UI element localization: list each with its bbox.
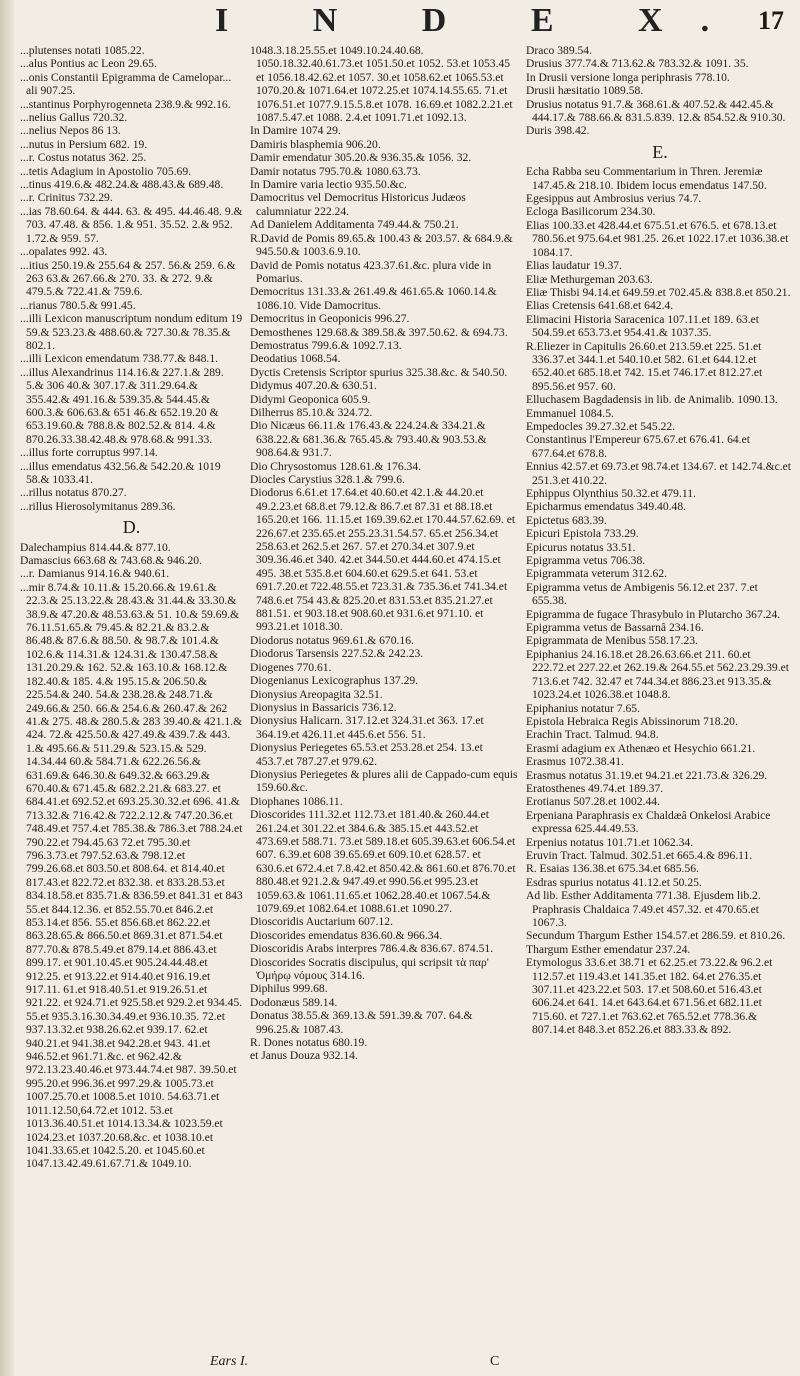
index-entry: Dioscoridis Auctarium 607.12. — [250, 915, 393, 929]
index-entry: Democritus 131.33.& 261.49.& 461.65.& 1060.14.& 1086.10. Vide Damocritus. — [250, 285, 497, 312]
index-entry: Dionysius Areopagita 32.51. — [250, 687, 383, 701]
index-entry: ...r. Crinitus 732.29. — [20, 191, 113, 205]
page-header — [0, 2, 800, 40]
index-entry: Constantinus l'Empereur 675.67.et 676.41. 64.et 677.64.et 678.8. — [526, 433, 750, 460]
index-entry: ...alus Pontius ac Leon 29.65. — [20, 57, 157, 71]
index-entry: Diodorus Tarsensis 227.52.& 242.23. — [250, 647, 424, 661]
index-entry: ...illus forte corruptus 997.14. — [20, 446, 158, 460]
index-entry: ...stantinus Porphyrogenneta 238.9.& 992.16. — [20, 97, 231, 111]
index-entry: ...plutenses notati 1085.22. — [20, 44, 145, 57]
index-entry: Epicharmus emendatus 349.40.48. — [526, 500, 687, 514]
index-entry: Ecloga Basilicorum 234.30. — [526, 205, 656, 219]
index-entry: In Drusii versione longa periphrasis 778.10. — [526, 70, 730, 84]
index-entry: Epictetus 683.39. — [526, 513, 607, 527]
index-entry: Drusius 377.74.& 713.62.& 783.32.& 1091. 35. — [526, 57, 749, 71]
index-column-right — [526, 44, 794, 1344]
index-entry: Dionysius Periegetes & plures alii de Cappado-cum equis 159.60.&c. — [250, 767, 518, 795]
index-entry: Dodonæus 589.14. — [250, 995, 338, 1009]
index-entry: Echa Rabba seu Commentarium in Thren. Jeremiæ 147.45.& 218.10. Ibidem locus emendatus 147.50. — [526, 165, 767, 192]
index-entry: Elimacini Historia Saracenica 107.11.et 189. 63.et 504.59.et 653.73.et 954.41.& 1037.35. — [526, 312, 759, 340]
index-entry: Epigrammata veterum 312.62. — [526, 567, 668, 581]
index-entry: Secundum Thargum Esther 154.57.et 286.59. et 810.26. — [526, 929, 786, 943]
index-entry: Empedocles 39.27.32.et 545.22. — [526, 419, 676, 433]
index-entry: Damir notatus 795.70.& 1080.63.73. — [250, 164, 421, 178]
index-entry: ...rianus 780.5.& 991.45. — [20, 298, 136, 312]
index-entry: ...onis Constantii Epigramma de Camelopar... ali 907.25. — [20, 70, 232, 98]
index-entry: Epicurus notatus 33.51. — [526, 540, 636, 554]
index-entry: Eratosthenes 49.74.et 189.37. — [526, 781, 664, 795]
index-entry: Dilherrus 85.10.& 324.72. — [250, 405, 373, 419]
index-entry: Epiphanius notatur 7.65. — [526, 701, 640, 715]
index-entry: Dyctis Cretensis Scriptor spurius 325.38.&c. & 540.50. — [250, 365, 508, 379]
index-entry: Etymologus 33.6.et 38.71 et 62.25.et 73.22.& 96.2.et 112.57.et 119.43.et 141.35.et 182. 64.et 276.35.et 307.11.et 423.22.et 503. 17.et 508.60.et 516.43.et 606.24.et 641. 14.et 643.64.et 671.56.et 682.11.et 715.60. et 727.1.et 763.62.et 765.52.et 778.36.& 807.14.et 848.3.et 852.26.et 883.33.& 892. — [526, 956, 773, 1037]
index-entry: Dioscoridis Arabs interpres 786.4.& 836.67. 874.51. — [250, 942, 494, 956]
index-entry: Erachin Tract. Talmud. 94.8. — [526, 728, 659, 742]
index-entry: ...nelius Gallus 720.32. — [20, 111, 128, 125]
index-entry: ...rillus Hierosolymitanus 289.36. — [20, 499, 176, 513]
index-entry: ...nutus in Persium 682. 19. — [20, 137, 148, 151]
index-entry: Dioscorides Socratis discipulus, qui scripsit τὰ παρ' Ὁμήρῳ νόμους 314.16. — [250, 955, 489, 983]
index-entry: Dionysius Halicarn. 317.12.et 324.31.et 363. 17.et 364.19.et 426.11.et 445.6.et 556. 51. — [250, 714, 484, 741]
index-heading: I N D E X. — [215, 2, 748, 39]
index-entry: Damiris blasphemia 906.20. — [250, 137, 381, 151]
index-entry: Epigramma vetus de Ambigenis 56.12.et 237. 7.et 655.38. — [526, 580, 758, 608]
index-entry: Erasmus 1072.38.41. — [526, 755, 624, 769]
index-entry: Ephippus Olynthius 50.32.et 479.11. — [526, 487, 696, 500]
index-column-middle — [250, 44, 518, 1344]
index-entry: Elias 100.33.et 428.44.et 675.51.et 676.5. et 678.13.et 780.56.et 975.64.et 981.25. 26.et 1022.17.et 1036.38.et 1084.17. — [526, 218, 789, 259]
index-entry: Elias laudatur 19.37. — [526, 259, 622, 273]
index-entry: Damocritus vel Democritus Historicus Judæos calumniatur 222.24. — [250, 191, 466, 218]
entries-d-continued — [250, 44, 518, 1063]
index-entry: Damascius 663.68 & 743.68.& 946.20. — [20, 554, 202, 568]
index-entry: ...illus emendatus 432.56.& 542.20.& 1019 58.& 1033.41. — [20, 459, 221, 486]
index-entry: R. Esaias 136.38.et 675.34.et 685.56. — [526, 862, 699, 876]
index-entry: In Damire varia lectio 935.50.&c. — [250, 178, 407, 192]
index-entry: Epigramma vetus de Bassarnâ 234.16. — [526, 621, 704, 635]
catchword: C — [490, 1354, 500, 1369]
index-entry: Erasmus notatus 31.19.et 94.21.et 221.73.& 326.29. — [526, 768, 768, 782]
index-entry: Damir emendatur 305.20.& 936.35.& 1056. 32. — [250, 151, 472, 165]
page-footer — [0, 1348, 800, 1370]
index-entry: Diogenes 770.61. — [250, 660, 332, 674]
index-entry: Dio Chrysostomus 128.61.& 176.34. — [250, 459, 422, 473]
section-letter-e: E. — [652, 141, 668, 162]
index-entry: Dioscorides emendatus 836.60.& 966.34. — [250, 928, 443, 942]
index-entry: ...nelius Nepos 86 13. — [20, 124, 121, 138]
index-entry: Epigramma vetus 706.38. — [526, 554, 646, 568]
signature-mark: Ears I. — [210, 1354, 249, 1369]
index-entry: Thargum Esther emendatur 237.24. — [526, 942, 691, 956]
index-entry: Diphilus 999.68. — [250, 982, 328, 996]
index-entry: ...itius 250.19.& 255.64 & 257. 56.& 259. 6.& 263 63.& 267.66.& 270. 33. & 272. 9.& 479.5.& 722.41.& 759.6. — [20, 258, 236, 299]
index-entry: Epigrammata de Menibus 558.17.23. — [526, 634, 698, 648]
index-entry: Diogenianus Lexicographus 137.29. — [250, 674, 419, 688]
index-entry: Draco 389.54. — [526, 44, 593, 57]
index-entry: David de Pomis notatus 423.37.61.&c. plura vide in Pomarius. — [250, 258, 492, 285]
index-entry: Epicuri Epistola 733.29. — [526, 527, 639, 541]
index-entry: Donatus 38.55.& 369.13.& 591.39.& 707. 64.& 996.25.& 1087.43. — [250, 1009, 473, 1036]
index-entry: Dionysius Periegetes 65.53.et 253.28.et 254. 13.et 453.7.et 787.27.et 979.62. — [250, 741, 483, 768]
index-entry: Diodorus notatus 969.61.& 670.16. — [250, 633, 414, 647]
index-entry: R. Dones notatus 680.19. — [250, 1036, 368, 1050]
entries-d-start — [20, 541, 243, 1171]
index-entry: ...illi Lexicon manuscriptum nondum editum 19 59.& 523.23.& 488.60.& 727.30.& 78.35.& 802.1. — [20, 312, 243, 352]
index-entry: R.David de Pomis 89.65.& 100.43 & 203.57. & 684.9.& 945.50.& 1003.6.9.10. — [250, 231, 513, 259]
index-entry: Duris 398.42. — [526, 124, 590, 138]
index-entry: Dio Nicæus 66.11.& 176.43.& 224.24.& 334.21.& 638.22.& 681.36.& 765.45.& 793.40.& 903.53.& 908.64.& 931.7. — [250, 419, 487, 460]
index-entry: Ad lib. Esther Additamenta 771.38. Ejusdem lib.2. Praphrasis Chaldaica 7.49.et 457.32. et 470.65.et 1067.3. — [526, 889, 761, 929]
index-entry: Esdras spurius notatus 41.12.et 50.25. — [526, 875, 702, 889]
index-entry: Erpeniana Paraphrasis ex Chaldæâ Onkelosi Arabice expressa 625.44.49.53. — [526, 808, 771, 836]
index-entry: ...r. Costus notatus 362. 25. — [20, 151, 147, 165]
page-number: 17 — [758, 6, 784, 35]
index-entry: Egesippus aut Ambrosius verius 74.7. — [526, 192, 702, 206]
section-letter-d: D. — [122, 517, 141, 538]
entries-d-end — [526, 44, 794, 138]
index-entry: In Damire 1074 29. — [250, 124, 341, 138]
index-entry: ...illi Lexicon emendatum 738.77.& 848.1. — [20, 352, 219, 366]
entries-e — [526, 165, 794, 1036]
index-entry: Demosthenes 129.68.& 389.58.& 397.50.62. & 694.73. — [250, 325, 508, 339]
index-entry: Drusius notatus 91.7.& 368.61.& 407.52.& 442.45.& 444.17.& 788.66.& 831.5.839. 12.& 854.52.& 910.30. — [526, 97, 786, 125]
index-entry: Dalechampius 814.44.& 877.10. — [20, 540, 171, 554]
index-entry: Deodatius 1068.54. — [250, 352, 341, 366]
index-entry: Epistola Hebraica Regis Abissinorum 718.20. — [526, 714, 738, 728]
index-entry: Didymus 407.20.& 630.51. — [250, 379, 377, 393]
index-entry: Eliæ Methurgeman 203.63. — [526, 272, 653, 286]
index-entry: Demostratus 799.6.& 1092.7.13. — [250, 338, 402, 352]
page-gutter-edge — [0, 0, 14, 1376]
index-entry: Dioscorides 111.32.et 112.73.et 181.40.& 260.44.et 261.24.et 301.22.et 384.6.& 385.15.et 443.52.et 473.69.et 588.71. 73.et 589.18.et 605.39.63.et 606.54.et 607. 6.39.et 608 39.65.69.et 609.10.et 628.57. et 630.6.et 672.4.et 7.8.42.et 850.42.& 861.60.et 876.70.et 880.48.et 921.2.& 947.49.et 990.56.et 995.23.et 1059.63.& 1061.11.65.et 1062.28.40.et 1067.54.& 1079.69.et 1082.64.et 1088.61.et 1090.27. — [250, 808, 516, 915]
index-entry: Erpenius notatus 101.71.et 1062.34. — [526, 835, 694, 849]
index-entry: Dionysius in Bassaricis 736.12. — [250, 700, 397, 714]
index-entry: R.Eliezer in Capitulis 26.60.et 213.59.et 225. 51.et 336.37.et 344.1.et 540.10.et 582. 61.et 644.12.et 652.40.et 685.18.et 742. 15.et 746.17.et 812.27.et 895.56.et 957. 60. — [526, 339, 763, 393]
index-entry: Elluchasem Bagdadensis in lib. de Animalib. 1090.13. — [526, 393, 778, 407]
entries-c-continued — [20, 44, 243, 513]
index-entry: Erasmi adagium ex Athenæo et Hesychio 661.21. — [526, 741, 756, 755]
index-column-left — [20, 44, 243, 1344]
index-entry: ...tinus 419.6.& 482.24.& 488.43.& 689.48. — [20, 178, 224, 192]
index-entry: Emmanuel 1084.5. — [526, 406, 614, 420]
index-entry: Erotianus 507.28.et 1002.44. — [526, 795, 660, 809]
index-entry: Diocles Carystius 328.1.& 799.6. — [250, 473, 405, 486]
index-entry: ...illus Alexandrinus 114.16.& 227.1.& 289. 5.& 306 40.& 307.17.& 311.29.64.& 355.42.& 491.16.& 539.35.& 544.45.& 600.3.& 606.63.& 651 46.& 652.19.20 & 653.19.60.& 788.8.& 802.52.& 814. 4.& 870.26.33.38.42.48.& 978.68.& 991.33. — [20, 365, 224, 446]
index-entry: ...tetis Adagium in Apostolio 705.69. — [20, 164, 192, 178]
index-entry: Didymi Geoponica 605.9. — [250, 392, 371, 406]
index-entry: Eliæ Thisbi 94.14.et 649.59.et 702.45.& 838.8.et 850.21. — [526, 285, 791, 299]
index-entry: ...mir 8.74.& 10.11.& 15.20.66.& 19.61.& 22.3.& 25.13.22.& 28.43.& 31.44.& 33.30.& 38.9.& 47.20.& 48.53.63.& 51. 10.& 59.69.& 76.11.51.65.& 79.45.& 82.21.& 83.2.& 86.48.& 87.6.& 88.50. & 98.7.& 101.4.& 102.6.& 114.31.& 124.31.& 130.47.58.& 131.20.29.& 162. 52.& 163.10.& 168.12.& 182.40.& 185. 4.& 195.15.& 206.50.& 225.54.& 240. 54.& 238.28.& 248.71.& 249.66.& 250. 66.& 254.6.& 260.47.& 262 41.& 275. 48.& 280.5.& 283 39.40.& 421.1.& 424. 72.& 425.50.& 427.49.& 439.7.& 443. 1.& 495.66.& 511.29.& 523.15.& 529. 14.34.44 60.& 584.71.& 622.26.56.& 631.69.& 646.30.& 649.32.& 663.29.& 670.40.& 671.45.& 682.2.21.& 683.27. et 684.41.et 692.52.et 693.25.30.32.et 696. 41.& 713.32.& 716.42.& 722.2.12.& 747.20.36.et 748.49.et 757.4.et 785.38.& 786.3.et 788.24.et 790.22.et 794.45.63 72.et 795.30.et 796.3.73.et 797.52.63.& 798.12.et 799.26.68.et 803.50.et 808.64. et 814.40.et 817.43.et 822.72.et 832.38. et 833.28.53.et 834.18.58.et 835.71.& 836.59.et 841.31 et 843 55.et 844.12.36. et 852.55.70.et 846.2.et 853.14.et 856. 55.et 856.68.et 862.22.et 863.28.65.& 866.50.et 869.31.et 871.54.et 877.70.& 878.5.49.et 879.14.et 886.43.et 899.17. et 901.10.45.et 905.24.44.48.et 912.25. et 913.22.et 914.40.et 916.19.et 917.11. 61.et 918.40.51.et 919.26.51.et 921.22. et 924.71.et 925.58.et 929.2.et 934.45. 55.et 935.3.16.30.34.49.et 936.10.35. 72.et 937.13.32.et 938.26.62.et 939.17. 62.et 940.21.et 941.38.et 942.28.et 943. 41.et 946.52.et 961.71.&c. et 962.42.& 972.13.23.40.46.et 973.44.74.et 987. 39.50.et 995.20.et 996.36.et 997.29.& 1005.73.et 1007.25.70.et 1008.5.et 1010. 54.63.71.et 1011.12.50,64.72.et 1012. 53.et 1013.36.40.51.et 1014.13.34.& 1023.59.et 1024.23.et 1037.20.68.&c. et 1038.10.et 1041.33.65.et 1042.5.20. et 1045.60.et 1047.13.42.49.61.67.71.& 1049.10. — [20, 580, 243, 1171]
index-entry: ...ias 78.60.64. & 444. 63. & 495. 44.46.48. 9.& 703. 47.48. & 856. 1.& 951. 35.52. 2.& 952. 1.72.& 959. 57. — [20, 204, 243, 245]
index-entry: Diophanes 1086.11. — [250, 794, 343, 808]
index-entry: Ennius 42.57.et 69.73.et 98.74.et 134.67. et 142.74.&c.et 251.3.et 410.22. — [526, 460, 792, 487]
index-entry: Epiphanius 24.16.18.et 28.26.63.66.et 211. 60.et 222.72.et 227.22.et 262.19.& 264.55.et 562.23.29.39.et 713.6.et 742. 32.47 et 744.34.et 886.23.et 913.35.& 1023.24.et 1026.38.et 1048.8. — [526, 647, 789, 702]
index-entry: et Janus Douza 932.14. — [250, 1049, 358, 1063]
index-entry: Democritus in Geoponicis 996.27. — [250, 312, 410, 326]
index-entry: ...opalates 992. 43. — [20, 245, 108, 259]
index-entry: 1048.3.18.25.55.et 1049.10.24.40.68. 1050.18.32.40.61.73.et 1051.50.et 1052. 53.et 1053.45 et 1056.18.42.62.et 1057. 30.et 1058.62.et 1065.53.et 1070.20.& 1071.64.et 1072.25.et 1074.14.55.65. 71.et 1076.51.et 1077.9.15.5.8.et 1078. 16.69.et 1082.2.21.et 1087.5.47.et 1088. 2.4.et 1091.71.et 1092.13. — [250, 44, 513, 125]
index-entry: Diodorus 6.61.et 17.64.et 40.60.et 42.1.& 44.20.et 49.2.23.et 68.8.et 79.12.& 86.7.et 87.31 et 88.18.et 165.20.et 166. 11.15.et 169.39.62.et 170.44.57.62.69. et 226.67.et 235.65.et 255.23.31.54.57. 65.et 256.34.et 258.63.et 262.5.et 267. 57.et 270.34.et 307.9.et 309.36.46.et 340. 42.et 344.50.et 444.60.et 474.15.et 495. 38.et 535.8.et 604.60.et 629.5.et 641. 53.et 691.7.20.et 722.48.55.et 723.31.& 735.36.et 741.34.et 748.6.et 754 43.& 825.20.et 831.53.et 835.21.27.et 881.51. et 903.18.et 908.60.et 931.6.et 971.10. et 993.21.et 1018.30. — [250, 486, 516, 634]
index-entry: ...r. Damianus 914.16.& 940.61. — [20, 567, 170, 581]
index-entry: Ad Danielem Additamenta 749.44.& 750.21. — [250, 218, 459, 232]
index-entry: Epigramma de fugace Thrasybulo in Plutarcho 367.24. — [526, 607, 781, 621]
index-entry: Eruvin Tract. Talmud. 302.51.et 665.4.& 896.11. — [526, 848, 753, 862]
index-entry: Elias Cretensis 641.68.et 642.4. — [526, 299, 674, 313]
index-entry: Drusii hæsitatio 1089.58. — [526, 84, 644, 98]
index-entry: ...rillus notatus 870.27. — [20, 486, 127, 500]
